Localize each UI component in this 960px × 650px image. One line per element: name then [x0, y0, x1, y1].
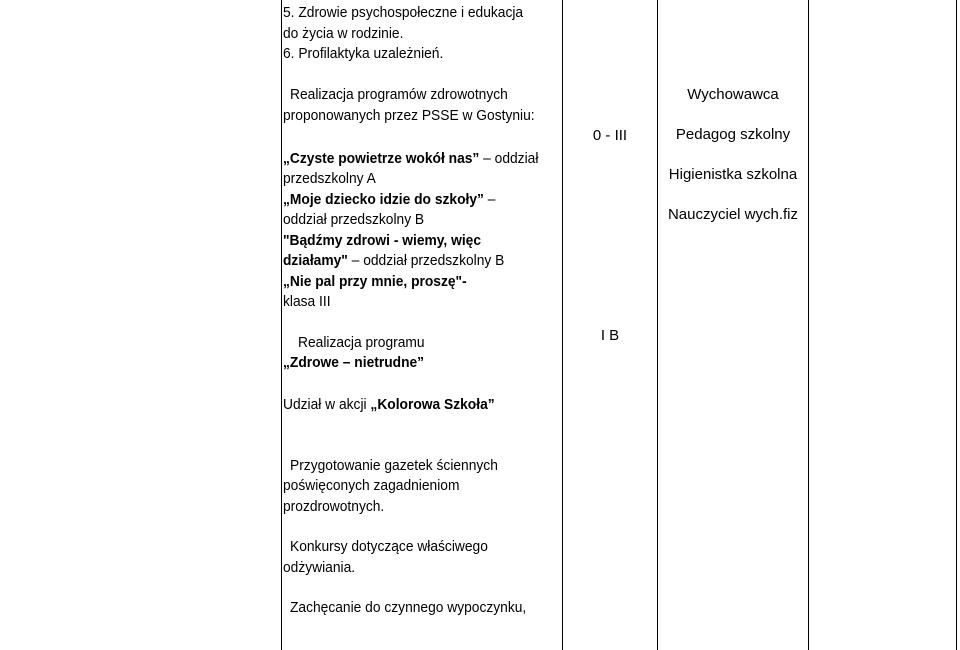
- responsible-nauczyciel-wf: Nauczyciel wych.fiz: [667, 206, 799, 223]
- program-moje-dziecko: „Moje dziecko idzie do szkoły” –: [283, 191, 496, 208]
- program-badzmy-zdrowi-class: działamy" – oddział przedszkolny B: [283, 252, 505, 269]
- topic-5-line1: 5. Zdrowie psychospołeczne i edukacja: [283, 4, 524, 21]
- program-nie-pal-class: klasa III: [283, 293, 331, 310]
- gazetki-line3: prozdrowotnych.: [283, 498, 385, 515]
- topic-6: 6. Profilaktyka uzależnień.: [283, 45, 444, 62]
- zdrowe-title: „Zdrowe – nietrudne”: [283, 354, 425, 371]
- responsible-higienistka: Higienistka szkolna: [668, 166, 798, 183]
- zdrowe-intro: Realizacja programu: [298, 334, 425, 351]
- table-border-left: [281, 0, 282, 650]
- program-czyste-powietrze-class: przedszkolny A: [283, 170, 376, 187]
- kolorowa-szkola: Udział w akcji „Kolorowa Szkoła”: [283, 396, 495, 413]
- responsible-pedagog: Pedagog szkolny: [675, 126, 791, 143]
- table-border-col2: [562, 0, 563, 650]
- psse-intro-line2: proponowanych przez PSSE w Gostyniu:: [283, 107, 535, 124]
- program-nie-pal: „Nie pal przy mnie, proszę"-: [283, 273, 467, 290]
- table-border-right: [956, 0, 957, 650]
- psse-intro-line1: Realizacja programów zdrowotnych: [290, 86, 508, 103]
- konkursy-line1: Konkursy dotyczące właściwego: [290, 538, 488, 555]
- responsible-wychowawca: Wychowawca: [687, 86, 779, 103]
- zachecanie: Zachęcanie do czynnego wypoczynku,: [290, 599, 527, 616]
- classes-psse: 0 - III: [592, 127, 628, 144]
- table-border-col4: [808, 0, 809, 650]
- gazetki-line1: Przygotowanie gazetek ściennych: [290, 457, 498, 474]
- gazetki-line2: poświęconych zagadnieniom: [283, 477, 460, 494]
- topic-5-line2: do życia w rodzinie.: [283, 25, 404, 42]
- program-czyste-powietrze: „Czyste powietrze wokół nas” – oddział: [283, 150, 539, 167]
- program-moje-dziecko-class: oddział przedszkolny B: [283, 211, 425, 228]
- classes-zdrowe: I B: [600, 327, 620, 344]
- program-badzmy-zdrowi: "Bądźmy zdrowi - wiemy, więc: [283, 232, 482, 249]
- konkursy-line2: odżywiania.: [283, 559, 356, 576]
